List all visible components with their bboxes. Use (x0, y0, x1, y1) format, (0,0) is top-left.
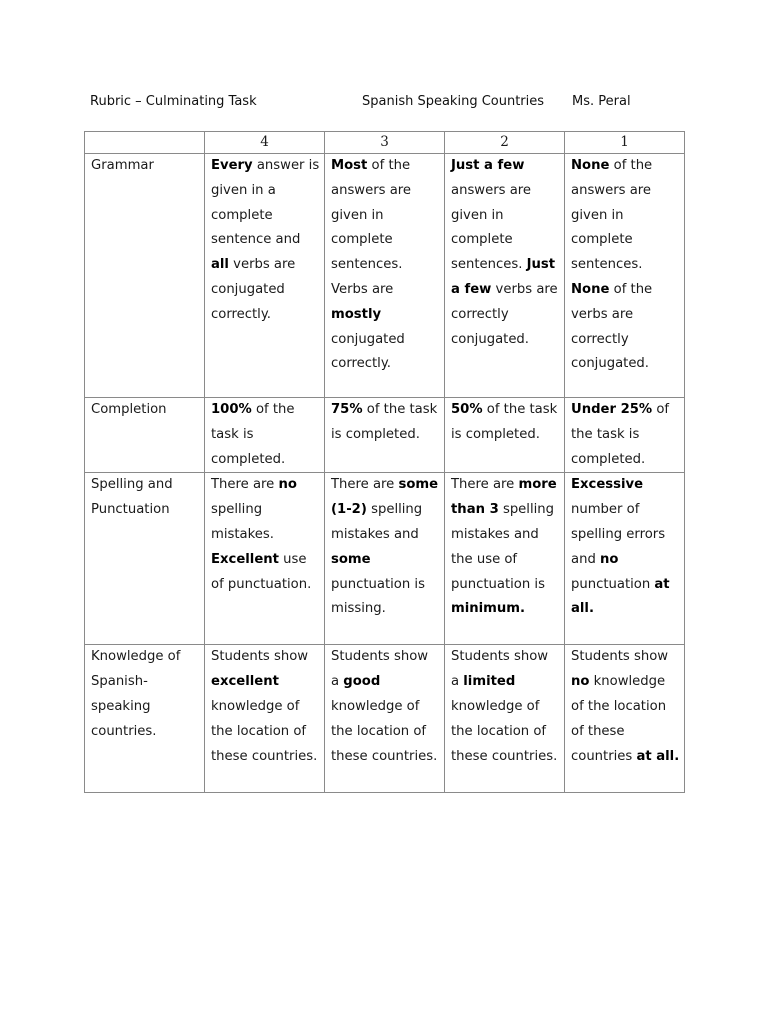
emphasis-text: None (571, 158, 610, 173)
cell-text: knowledge of the location of these countries. (331, 698, 438, 764)
emphasis-text: Just a few (451, 257, 556, 297)
emphasis-text: 100% (211, 402, 252, 417)
cell-text: verbs are conjugated correctly. (211, 257, 296, 322)
emphasis-text: some (1-2) (331, 477, 439, 518)
emphasis-text: all (211, 257, 229, 273)
emphasis-text: 75% (331, 402, 363, 417)
score-header-1: 1 (565, 132, 685, 154)
cell-text: knowledge of the location of these countries. (451, 698, 558, 764)
emphasis-text: at all. (571, 576, 670, 617)
cell-text: of the task is completed. (211, 402, 295, 467)
cell-text: verbs are correctly conjugated. (451, 281, 558, 347)
rubric-cell (205, 154, 325, 398)
cell-text: There are (211, 477, 279, 493)
cell-text: spelling mistakes. (211, 502, 274, 542)
score-header-4: 4 (205, 132, 325, 154)
emphasis-text: Under 25% (571, 402, 653, 417)
rubric-cell (325, 473, 445, 645)
cell-text: spelling mistakes and (331, 502, 423, 542)
cell-text: There are (331, 477, 399, 493)
rubric-cell (565, 154, 685, 398)
rubric-cell (205, 473, 325, 645)
emphasis-text: good (343, 674, 381, 690)
emphasis-text: no (571, 674, 590, 690)
criterion-label: Spelling and Punctuation (85, 473, 205, 645)
emphasis-text: some (331, 551, 371, 567)
rubric-row-grammar (85, 154, 685, 398)
rubric-cell (325, 645, 445, 793)
cell-text: There are (451, 477, 519, 493)
emphasis-text: 50% (451, 402, 483, 417)
rubric-row-completion (85, 398, 685, 473)
rubric-cell (445, 473, 565, 645)
emphasis-text: minimum. (451, 601, 526, 617)
cell-text: Students show (571, 649, 669, 665)
cell-text: Students show a (331, 649, 429, 690)
cell-text: of the answers are given in complete sentences. (571, 158, 653, 273)
cell-text: of the verbs are correctly conjugated. (571, 281, 653, 372)
emphasis-text: Every (211, 158, 253, 173)
score-header-row (85, 132, 685, 154)
cell-text: Students show a (451, 649, 549, 690)
emphasis-text: excellent (211, 674, 279, 690)
subject-title: Spanish Speaking Countries (362, 94, 545, 109)
criterion-header-cell (85, 132, 205, 154)
criterion-label: Completion (85, 398, 205, 473)
cell-text: of the task is completed. (331, 402, 438, 442)
rubric-cell (565, 473, 685, 645)
teacher-name: Ms. Peral (572, 94, 631, 109)
score-header-3: 3 (325, 132, 445, 154)
emphasis-text: limited (463, 674, 516, 690)
emphasis-text: at all. (636, 748, 680, 764)
rubric-table (84, 131, 685, 793)
rubric-row-knowledge (85, 645, 685, 793)
rubric-title: Rubric – Culminating Task (90, 94, 257, 109)
emphasis-text: Excellent (211, 551, 279, 567)
cell-text: conjugated correctly. (331, 331, 405, 372)
cell-text: Students show (211, 649, 309, 665)
rubric-cell (325, 154, 445, 398)
rubric-cell (445, 645, 565, 793)
rubric-cell (325, 398, 445, 473)
cell-text: answers are given in complete sentences. (451, 182, 532, 273)
cell-text: of the task is completed. (571, 402, 670, 467)
cell-text: number of spelling errors and (571, 502, 666, 567)
cell-text: of the answers are given in complete sentences. Verbs are (331, 158, 412, 297)
emphasis-text: Excessive (571, 477, 644, 493)
cell-text: answer is given in a complete sentence and (211, 158, 320, 248)
cell-text: knowledge of the location of these countries (571, 674, 667, 764)
rubric-cell (445, 154, 565, 398)
emphasis-text: no (278, 477, 297, 493)
rubric-row-spelling (85, 473, 685, 645)
emphasis-text: mostly (331, 306, 382, 322)
cell-text: punctuation is missing. (331, 576, 425, 617)
rubric-cell (205, 645, 325, 793)
emphasis-text: more than 3 (451, 477, 557, 518)
rubric-cell (565, 398, 685, 473)
criterion-label: Grammar (85, 154, 205, 398)
emphasis-text: None (571, 281, 610, 297)
criterion-label: Knowledge of Spanish-speaking countries. (85, 645, 205, 793)
emphasis-text: Most (331, 158, 368, 173)
cell-text: knowledge of the location of these countries. (211, 698, 318, 764)
rubric-cell (445, 398, 565, 473)
cell-text: spelling mistakes and the use of punctuation is (451, 502, 555, 592)
emphasis-text: no (600, 551, 619, 567)
cell-text: use of punctuation. (211, 551, 312, 592)
score-header-2: 2 (445, 132, 565, 154)
cell-text: of the task is completed. (451, 402, 558, 442)
cell-text: punctuation (571, 576, 655, 592)
rubric-cell (205, 398, 325, 473)
document-header (90, 94, 690, 114)
rubric-cell (565, 645, 685, 793)
emphasis-text: Just a few (451, 158, 525, 173)
